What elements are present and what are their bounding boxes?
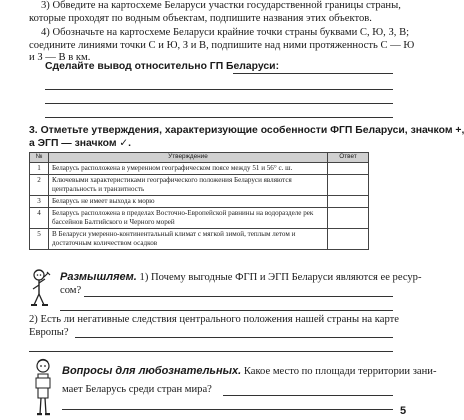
task-item-3 bbox=[29, 0, 409, 25]
row-answer-cell[interactable] bbox=[328, 175, 369, 196]
task-3-line1: Отметьте утверждения, характеризующие особенности ФГП Беларуси, значком +, bbox=[40, 125, 464, 136]
reflect-q2 bbox=[29, 314, 409, 339]
conclusion-answer-line-1[interactable] bbox=[233, 73, 393, 74]
conclusion-answer-line-4[interactable] bbox=[45, 117, 393, 118]
reflect-q1-part1: 1) Почему выгодные ФГП и ЭГП Беларуси являются ее ресур- bbox=[139, 272, 422, 283]
reflect-q2-answer-line-2[interactable] bbox=[29, 351, 393, 352]
table-header-row bbox=[30, 153, 369, 163]
page-number: 5 bbox=[400, 405, 407, 417]
row-num: 5 bbox=[30, 229, 49, 250]
row-statement: В Беларуси умеренно-континентальный климат с мягкой зимой, теплым летом и достаточным количеством осадков bbox=[49, 229, 328, 250]
task-item-4-line3: и З — В в км. bbox=[29, 52, 91, 64]
row-answer-cell[interactable] bbox=[328, 208, 369, 229]
task-item-4 bbox=[29, 27, 415, 65]
table-row bbox=[30, 196, 369, 208]
row-num: 2 bbox=[30, 175, 49, 196]
header-statement: Утверждение bbox=[49, 153, 328, 163]
curious-line1: Какое место по площади территории зани- bbox=[243, 366, 437, 377]
header-num: № bbox=[30, 153, 49, 163]
task-item-4-line2: соедините линиями точки С и Ю, З и В, подпишите над ними протяженность С — Ю bbox=[29, 39, 415, 51]
reflect-q2-line1: 2) Есть ли негативные следствия центрального положения нашей страны на карте bbox=[29, 314, 399, 325]
reflect-heading: Размышляем. bbox=[60, 271, 137, 283]
curious-line2: мает Беларусь среди стран мира? bbox=[62, 384, 212, 395]
table-row bbox=[30, 163, 369, 175]
task-item-4-line1: 4) Обозначьте на картосхеме Беларуси крайние точки страны буквами С, Ю, З, В; bbox=[41, 27, 410, 38]
task-3-heading bbox=[29, 125, 464, 150]
table-row bbox=[30, 175, 369, 196]
reflect-q1-answer-line-2[interactable] bbox=[60, 310, 393, 311]
row-answer-cell[interactable] bbox=[328, 196, 369, 208]
row-answer-cell[interactable] bbox=[328, 163, 369, 175]
row-num: 1 bbox=[30, 163, 49, 175]
task-item-3-line1: 3) Обведите на картосхеме Беларуси участки государственной границы страны, bbox=[41, 0, 401, 11]
row-statement: Беларусь расположена в пределах Восточно-Европейской равнины на водоразделе рек бассейнов Балтийского и Черного морей bbox=[49, 208, 328, 229]
thinking-figure-icon bbox=[28, 268, 54, 308]
curious-answer-line-2[interactable] bbox=[62, 409, 393, 410]
conclusion-answer-line-2[interactable] bbox=[45, 89, 393, 90]
row-num: 4 bbox=[30, 208, 49, 229]
table-row bbox=[30, 229, 369, 250]
reflect-q1 bbox=[60, 271, 422, 285]
header-answer: Ответ bbox=[328, 153, 369, 163]
task-3-line2: а ЭГП — значком ✓. bbox=[29, 137, 132, 149]
curious-heading: Вопросы для любознательных. bbox=[62, 365, 242, 377]
conclusion-answer-line-3[interactable] bbox=[45, 103, 393, 104]
curious-answer-line-1[interactable] bbox=[223, 395, 393, 396]
curious-figure-icon bbox=[32, 358, 56, 418]
reflect-q1-answer-line-1[interactable] bbox=[84, 296, 393, 297]
table-row bbox=[30, 208, 369, 229]
statements-table bbox=[29, 152, 369, 250]
task-3-number: 3. bbox=[29, 125, 38, 136]
row-statement: Беларусь не имеет выхода к морю bbox=[49, 196, 328, 208]
row-statement: Беларусь расположена в умеренном географическом поясе между 51 и 56° с. ш. bbox=[49, 163, 328, 175]
row-num: 3 bbox=[30, 196, 49, 208]
reflect-q2-answer-line-1[interactable] bbox=[75, 337, 393, 338]
row-answer-cell[interactable] bbox=[328, 229, 369, 250]
curious-q bbox=[62, 365, 437, 379]
reflect-q2-line2: Европы? bbox=[29, 326, 69, 338]
conclusion-prompt: Сделайте вывод относительно ГП Беларуси: bbox=[45, 61, 280, 72]
reflect-q1-part2: сом? bbox=[60, 285, 82, 296]
task-item-3-line2: которые проходят по водным объектам, подпишите названия этих объектов. bbox=[29, 12, 372, 24]
row-statement: Ключевыми характеристиками географического положения Беларуси являются центральность и транзитность bbox=[49, 175, 328, 196]
